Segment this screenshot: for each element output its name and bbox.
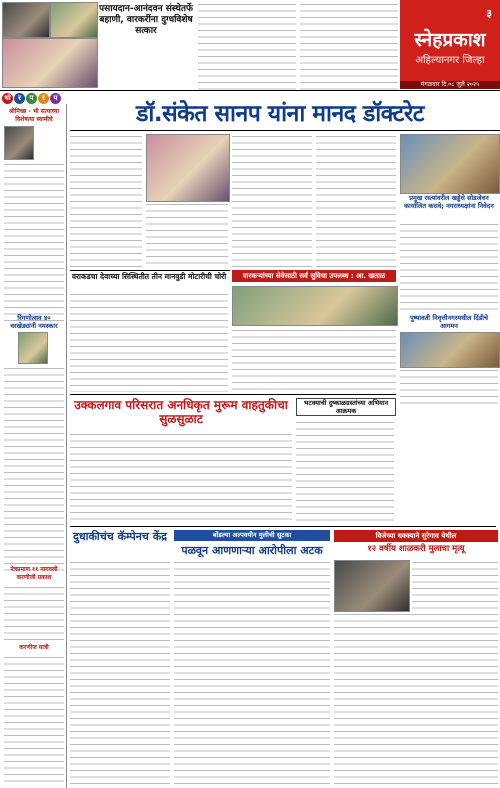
accident-story-1	[412, 560, 498, 610]
grapes-sidebar-story	[296, 420, 394, 524]
nimbudgar-story	[400, 368, 498, 408]
left-column-text-1	[4, 162, 64, 322]
section-pill-3: प	[26, 93, 37, 104]
kidnap-subhead: बोंडल्या अल्पवयीन मुलीची सुटका	[174, 530, 330, 541]
road-photo	[400, 134, 500, 194]
left-column-head-1: श्रीमिच्छ - भी सत्याच्या विशेषत्या स्वामीचे	[8, 108, 60, 123]
masthead-name: स्नेहप्रकाश	[414, 29, 486, 51]
left-column-text-3	[4, 585, 64, 645]
left-column-text-2	[4, 366, 64, 576]
masthead-edition: अहिल्यानगर जिल्हा	[415, 55, 485, 66]
main-story-col-1	[70, 134, 142, 268]
warkari-story	[232, 328, 396, 392]
shop-headline: दुधाकीचंच कॅम्पेनच केंद्र	[73, 530, 167, 543]
theft-headline: वराकडचा देवाच्या सिस्थितीत तीन मानवुडी मोटारीची चोरी	[71, 272, 227, 281]
theft-story	[70, 292, 228, 392]
grapes-headline: उक्कलगाव परिसरात अनधिकृत मुरूम वाहतुकीचा सुळसुळाट	[74, 398, 288, 426]
dateline: मंगळवार दि.०८ जुलै २०२५	[400, 81, 500, 89]
masthead	[400, 0, 500, 88]
warkari-headline: वारकऱ्यांच्या सेवेसाठी सर्व सुविधा उपलब्ध : आ. खताळ	[232, 270, 396, 282]
top-article-1	[198, 2, 296, 90]
headline-divider	[70, 130, 500, 131]
accident-story-2	[334, 612, 498, 786]
left-column-block-3	[4, 566, 64, 645]
nimbudgar-photo	[400, 332, 500, 368]
left-column	[2, 104, 67, 788]
main-headline: डॉ.संकेत सानप यांना मानद डॉक्टरेट	[136, 101, 424, 127]
main-story-col-3	[232, 134, 312, 268]
left-column-photo-1	[4, 126, 34, 160]
nimbudgar-headline: पुष्पावती निवृत्तीनगरमधील दिंडीचे आगमन	[409, 314, 489, 330]
accident-photo	[334, 560, 410, 612]
grapes-story	[70, 432, 292, 524]
warkari-photo	[232, 286, 398, 326]
left-column-block-4	[4, 644, 64, 785]
main-story-col-4	[316, 134, 396, 268]
main-story-col-2	[146, 202, 228, 268]
section-pill-5: प	[50, 93, 61, 104]
shop-story	[70, 560, 170, 786]
left-column-head-4: करणीज यात्री	[19, 644, 49, 651]
grapes-rule	[70, 394, 396, 395]
page-number: ३	[486, 7, 492, 20]
kidnap-story	[174, 560, 330, 786]
promo-title: पसायदान-आनंदवन संस्थेतर्फे बहाणी, वारकरींना दुग्धविशेष सत्कार	[99, 4, 193, 36]
accident-headline: विजेच्या धक्क्याने सुरेगाव येथील	[334, 530, 498, 542]
section-pill-4: र	[38, 93, 49, 104]
theft-rule	[70, 270, 230, 271]
section-pill-1: थो	[2, 93, 13, 104]
top-divider	[0, 90, 500, 91]
shop-rule	[70, 526, 496, 527]
left-column-block-1	[4, 108, 64, 322]
top-photo-left-2	[50, 2, 98, 38]
main-story-photo	[146, 134, 230, 202]
left-column-head-3: नेत्रप्रमाण ११ नागवली करणीजी प्रकाश	[10, 566, 58, 581]
top-photo-left	[2, 2, 50, 38]
road-headline: प्रमुख रस्त्यांवरील खड्डेसे सोडजेवन कार्यालित करावे; नगराध्यक्षांना निवेदन	[404, 194, 494, 210]
top-article-2	[300, 2, 398, 90]
left-column-block-2	[4, 314, 64, 576]
left-column-head-2: रिंगणोत्सव ४० वरखेड्यांनी नमस्कार	[10, 314, 58, 330]
left-column-text-4	[4, 655, 64, 785]
kidnap-headline: पळवून आणणाऱ्या आरोपीला अटक	[181, 544, 323, 557]
section-pill-2: र	[14, 93, 25, 104]
left-column-photo-2	[18, 332, 48, 364]
road-story	[400, 222, 498, 312]
accident-subhead: १२ वर्षीय शाळकरी मुलाचा मृत्यू	[367, 544, 465, 554]
top-photo-left-3	[2, 38, 98, 88]
grapes-sidebar-headline: भटक्याची दुष्काळग्रस्तांच्या अभियान आक्रमक	[296, 398, 396, 416]
